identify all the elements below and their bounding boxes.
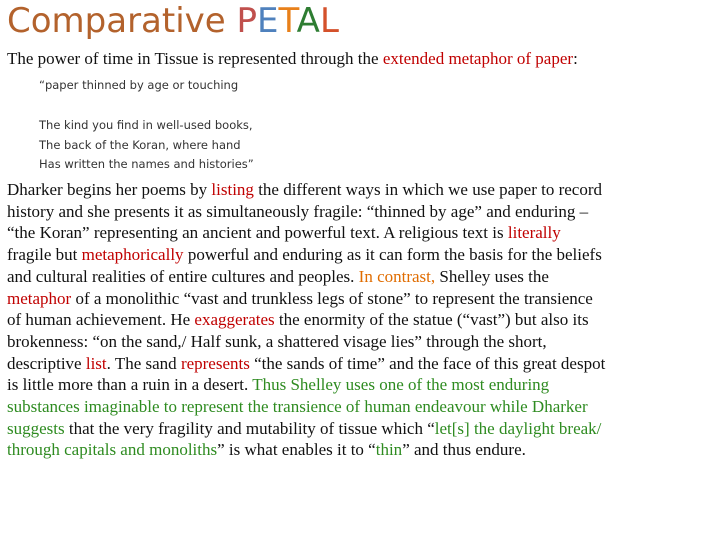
paragraph-text: of human achievement. He <box>7 310 195 330</box>
paragraph-text: Dharker begins her poems by <box>7 180 212 199</box>
highlighted-term: Thus Shelley uses one of the most enduring <box>252 375 550 395</box>
highlighted-term: literally <box>507 223 561 243</box>
highlighted-term: list <box>85 353 107 373</box>
paragraph-text: of a monolithic “vast and trunkless legs of stone” to represent the transience <box>71 288 593 308</box>
title-letter-a: A <box>296 1 320 41</box>
quote-line: The back of the Koran, where hand <box>39 138 241 152</box>
paragraph-line <box>7 179 717 201</box>
paragraph-line <box>7 331 717 353</box>
paragraph-text: is little more than a ruin in a desert. <box>7 375 253 395</box>
paragraph-text: ” and thus endure. <box>402 440 526 460</box>
paragraph-line <box>7 222 717 244</box>
paragraph-line <box>7 353 717 375</box>
paragraph-line <box>7 418 717 440</box>
paragraph-text: brokenness: “on the sand,/ Half sunk, a shattered visage lies” through the short, <box>7 331 547 351</box>
quote-line: The kind you find in well-used books, <box>39 118 253 132</box>
quote-line: “paper thinned by age or touching <box>39 78 239 92</box>
highlighted-term: represents <box>180 353 250 373</box>
paragraph-line <box>7 374 717 396</box>
paragraph-text: and cultural realities of entire cultures and peoples. <box>7 266 359 286</box>
highlighted-term: through capitals and monoliths <box>7 440 218 460</box>
intro-highlight: extended metaphor of paper <box>382 49 574 68</box>
paragraph-line <box>7 244 717 266</box>
paragraph-line <box>7 288 717 310</box>
paragraph-text: “the sands of time” and the face of this great despot <box>249 353 606 373</box>
paragraph-text: the different ways in which we use paper to record <box>253 180 602 199</box>
paragraph-text: fragile but <box>7 245 82 265</box>
paragraph-line <box>7 309 717 331</box>
highlighted-term: listing <box>211 180 254 199</box>
title-letter-p: P <box>236 1 258 41</box>
highlighted-term: substances imaginable to represent the transience of human endeavour while Dharker <box>7 397 588 417</box>
highlighted-term: metaphor <box>7 288 72 308</box>
intro-sentence <box>7 48 713 70</box>
highlighted-term: exaggerates <box>194 310 275 330</box>
paragraph-text: “the Koran” representing an ancient and powerful text. A religious text is <box>7 223 508 243</box>
highlighted-term: let[s] the daylight break/ <box>434 418 602 438</box>
highlighted-term: In contrast, <box>358 266 436 286</box>
highlighted-term: metaphorically <box>81 245 184 265</box>
paragraph-text: Shelley uses the <box>435 266 549 286</box>
paragraph-text: ” is what enables it to “ <box>217 440 376 460</box>
page-title <box>7 0 339 42</box>
title-letter-e: E <box>257 1 279 41</box>
paragraph-text: that the very fragility and mutability of tissue which “ <box>64 418 435 438</box>
analysis-paragraph <box>7 179 717 461</box>
highlighted-term: thin <box>375 440 403 460</box>
paragraph-line <box>7 266 717 288</box>
title-letter-t: T <box>278 1 297 41</box>
paragraph-text: descriptive <box>7 353 86 373</box>
paragraph-text: powerful and enduring as it can form the basis for the beliefs <box>183 245 602 265</box>
intro-end: : <box>573 49 578 68</box>
paragraph-line <box>7 439 717 461</box>
highlighted-term: suggests <box>7 418 65 438</box>
quote-line: Has written the names and histories” <box>39 157 254 171</box>
title-letter-l: L <box>319 1 339 41</box>
paragraph-text: . The sand <box>106 353 181 373</box>
paragraph-line <box>7 396 717 418</box>
paragraph-text: history and she presents it as simultaneously fragile: “thinned by age” and enduring – <box>7 201 589 221</box>
paragraph-line <box>7 201 717 223</box>
title-text: Comparative <box>7 1 237 41</box>
intro-text: The power of time in Tissue is represented through the <box>7 49 383 68</box>
paragraph-text: the enormity of the statue (“vast”) but also its <box>274 310 589 330</box>
